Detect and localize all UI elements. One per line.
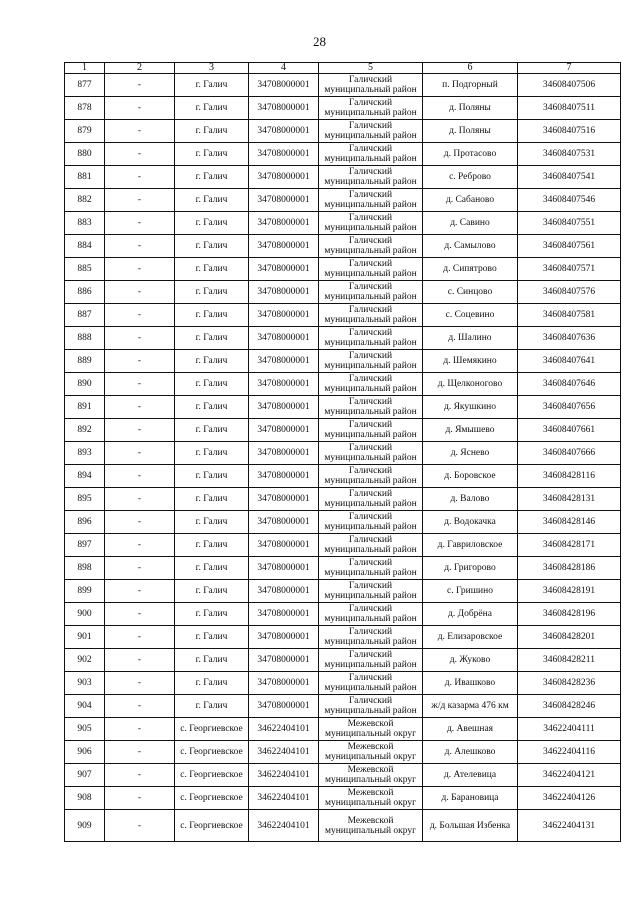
column-2-cell: - bbox=[105, 810, 175, 842]
settlement-code-cell: 34708000001 bbox=[249, 258, 319, 281]
row-number-cell: 904 bbox=[65, 695, 105, 718]
settlement-cell: г. Галич bbox=[175, 166, 249, 189]
locality-code-cell: 34608428116 bbox=[518, 465, 621, 488]
locality-cell: д. Якушкино bbox=[423, 396, 518, 419]
locality-code-cell: 34608407541 bbox=[518, 166, 621, 189]
municipality-cell: Галичский муниципальный район bbox=[319, 557, 423, 580]
column-2-cell: - bbox=[105, 672, 175, 695]
locality-cell: д. Валово bbox=[423, 488, 518, 511]
municipality-cell: Галичский муниципальный район bbox=[319, 626, 423, 649]
column-2-cell: - bbox=[105, 741, 175, 764]
column-2-cell: - bbox=[105, 488, 175, 511]
column-2-cell: - bbox=[105, 534, 175, 557]
locality-code-cell: 34608407666 bbox=[518, 442, 621, 465]
settlement-cell: г. Галич bbox=[175, 603, 249, 626]
row-number-cell: 880 bbox=[65, 143, 105, 166]
table-row bbox=[65, 695, 621, 718]
municipality-cell: Галичский муниципальный район bbox=[319, 189, 423, 212]
row-number-cell: 898 bbox=[65, 557, 105, 580]
municipality-cell: Галичский муниципальный район bbox=[319, 350, 423, 373]
locality-cell: д. Добрёна bbox=[423, 603, 518, 626]
locality-code-cell: 34608428171 bbox=[518, 534, 621, 557]
locality-code-cell: 34608407656 bbox=[518, 396, 621, 419]
table-row bbox=[65, 580, 621, 603]
locality-cell: д. Щелконогово bbox=[423, 373, 518, 396]
settlement-cell: г. Галич bbox=[175, 281, 249, 304]
locality-cell: д. Барановица bbox=[423, 787, 518, 810]
registry-table bbox=[64, 62, 621, 842]
row-number-cell: 896 bbox=[65, 511, 105, 534]
settlement-cell: г. Галич bbox=[175, 626, 249, 649]
column-2-cell: - bbox=[105, 718, 175, 741]
settlement-cell: г. Галич bbox=[175, 74, 249, 97]
locality-code-cell: 34608407506 bbox=[518, 74, 621, 97]
settlement-code-cell: 34622404101 bbox=[249, 764, 319, 787]
column-header: 1 bbox=[65, 63, 105, 74]
table-row bbox=[65, 304, 621, 327]
municipality-cell: Галичский муниципальный район bbox=[319, 74, 423, 97]
row-number-cell: 892 bbox=[65, 419, 105, 442]
column-2-cell: - bbox=[105, 258, 175, 281]
column-header: 2 bbox=[105, 63, 175, 74]
locality-cell: д. Шалино bbox=[423, 327, 518, 350]
settlement-code-cell: 34622404101 bbox=[249, 787, 319, 810]
locality-code-cell: 34622404126 bbox=[518, 787, 621, 810]
settlement-cell: г. Галич bbox=[175, 442, 249, 465]
municipality-cell: Галичский муниципальный район bbox=[319, 580, 423, 603]
locality-cell: д. Ателевица bbox=[423, 764, 518, 787]
settlement-cell: г. Галич bbox=[175, 672, 249, 695]
settlement-code-cell: 34708000001 bbox=[249, 488, 319, 511]
table-row bbox=[65, 189, 621, 212]
column-2-cell: - bbox=[105, 97, 175, 120]
locality-code-cell: 34608428201 bbox=[518, 626, 621, 649]
table-row bbox=[65, 373, 621, 396]
settlement-code-cell: 34708000001 bbox=[249, 465, 319, 488]
locality-code-cell: 34608428236 bbox=[518, 672, 621, 695]
column-2-cell: - bbox=[105, 212, 175, 235]
settlement-code-cell: 34708000001 bbox=[249, 189, 319, 212]
locality-cell: д. Поляны bbox=[423, 120, 518, 143]
settlement-cell: г. Галич bbox=[175, 327, 249, 350]
table-row bbox=[65, 419, 621, 442]
locality-code-cell: 34608407581 bbox=[518, 304, 621, 327]
locality-code-cell: 34608407546 bbox=[518, 189, 621, 212]
row-number-cell: 897 bbox=[65, 534, 105, 557]
municipality-cell: Галичский муниципальный район bbox=[319, 488, 423, 511]
table-row bbox=[65, 258, 621, 281]
settlement-code-cell: 34708000001 bbox=[249, 603, 319, 626]
municipality-cell: Галичский муниципальный район bbox=[319, 373, 423, 396]
municipality-cell: Галичский муниципальный район bbox=[319, 143, 423, 166]
locality-code-cell: 34608407551 bbox=[518, 212, 621, 235]
municipality-cell: Галичский муниципальный район bbox=[319, 212, 423, 235]
locality-code-cell: 34608428131 bbox=[518, 488, 621, 511]
column-2-cell: - bbox=[105, 580, 175, 603]
column-2-cell: - bbox=[105, 281, 175, 304]
settlement-code-cell: 34708000001 bbox=[249, 649, 319, 672]
locality-code-cell: 34622404121 bbox=[518, 764, 621, 787]
settlement-code-cell: 34708000001 bbox=[249, 235, 319, 258]
settlement-code-cell: 34708000001 bbox=[249, 97, 319, 120]
settlement-cell: с. Георгиевское bbox=[175, 810, 249, 842]
table-row bbox=[65, 350, 621, 373]
locality-cell: д. Самылово bbox=[423, 235, 518, 258]
table-row bbox=[65, 143, 621, 166]
table-row bbox=[65, 488, 621, 511]
settlement-code-cell: 34708000001 bbox=[249, 511, 319, 534]
settlement-code-cell: 34708000001 bbox=[249, 580, 319, 603]
locality-code-cell: 34608428191 bbox=[518, 580, 621, 603]
settlement-cell: г. Галич bbox=[175, 350, 249, 373]
municipality-cell: Галичский муниципальный район bbox=[319, 649, 423, 672]
row-number-cell: 891 bbox=[65, 396, 105, 419]
locality-cell: д. Шемякино bbox=[423, 350, 518, 373]
column-2-cell: - bbox=[105, 787, 175, 810]
column-2-cell: - bbox=[105, 74, 175, 97]
column-header: 6 bbox=[423, 63, 518, 74]
locality-cell: д. Сабаново bbox=[423, 189, 518, 212]
municipality-cell: Галичский муниципальный район bbox=[319, 419, 423, 442]
locality-code-cell: 34608407561 bbox=[518, 235, 621, 258]
column-header: 7 bbox=[518, 63, 621, 74]
settlement-code-cell: 34708000001 bbox=[249, 396, 319, 419]
row-number-cell: 902 bbox=[65, 649, 105, 672]
column-2-cell: - bbox=[105, 442, 175, 465]
row-number-cell: 889 bbox=[65, 350, 105, 373]
locality-cell: д. Гавриловское bbox=[423, 534, 518, 557]
settlement-cell: г. Галич bbox=[175, 143, 249, 166]
settlement-cell: г. Галич bbox=[175, 373, 249, 396]
locality-code-cell: 34608407531 bbox=[518, 143, 621, 166]
locality-code-cell: 34622404111 bbox=[518, 718, 621, 741]
municipality-cell: Галичский муниципальный район bbox=[319, 97, 423, 120]
row-number-cell: 899 bbox=[65, 580, 105, 603]
table-row bbox=[65, 603, 621, 626]
locality-cell: д. Поляны bbox=[423, 97, 518, 120]
settlement-cell: г. Галич bbox=[175, 258, 249, 281]
settlement-cell: г. Галич bbox=[175, 120, 249, 143]
locality-code-cell: 34608407646 bbox=[518, 373, 621, 396]
settlement-code-cell: 34708000001 bbox=[249, 304, 319, 327]
row-number-cell: 903 bbox=[65, 672, 105, 695]
settlement-code-cell: 34622404101 bbox=[249, 718, 319, 741]
row-number-cell: 894 bbox=[65, 465, 105, 488]
table-row bbox=[65, 626, 621, 649]
locality-cell: с. Синцово bbox=[423, 281, 518, 304]
row-number-cell: 881 bbox=[65, 166, 105, 189]
municipality-cell: Галичский муниципальный район bbox=[319, 695, 423, 718]
locality-code-cell: 34608428196 bbox=[518, 603, 621, 626]
settlement-cell: г. Галич bbox=[175, 580, 249, 603]
locality-cell: д. Елизаровское bbox=[423, 626, 518, 649]
column-2-cell: - bbox=[105, 396, 175, 419]
settlement-code-cell: 34622404101 bbox=[249, 810, 319, 842]
settlement-code-cell: 34708000001 bbox=[249, 74, 319, 97]
municipality-cell: Галичский муниципальный район bbox=[319, 166, 423, 189]
settlement-cell: г. Галич bbox=[175, 465, 249, 488]
locality-code-cell: 34608407516 bbox=[518, 120, 621, 143]
table-row bbox=[65, 649, 621, 672]
table-row bbox=[65, 74, 621, 97]
row-number-cell: 888 bbox=[65, 327, 105, 350]
table-row bbox=[65, 718, 621, 741]
settlement-cell: г. Галич bbox=[175, 695, 249, 718]
table-row bbox=[65, 465, 621, 488]
column-2-cell: - bbox=[105, 603, 175, 626]
column-2-cell: - bbox=[105, 419, 175, 442]
locality-code-cell: 34608407576 bbox=[518, 281, 621, 304]
locality-code-cell: 34608407641 bbox=[518, 350, 621, 373]
column-2-cell: - bbox=[105, 304, 175, 327]
locality-cell: д. Жуково bbox=[423, 649, 518, 672]
municipality-cell: Галичский муниципальный район bbox=[319, 258, 423, 281]
locality-cell: д. Алешково bbox=[423, 741, 518, 764]
row-number-cell: 901 bbox=[65, 626, 105, 649]
column-2-cell: - bbox=[105, 120, 175, 143]
settlement-code-cell: 34708000001 bbox=[249, 212, 319, 235]
row-number-cell: 905 bbox=[65, 718, 105, 741]
locality-cell: д. Авешная bbox=[423, 718, 518, 741]
column-2-cell: - bbox=[105, 695, 175, 718]
row-number-cell: 907 bbox=[65, 764, 105, 787]
row-number-cell: 885 bbox=[65, 258, 105, 281]
column-header: 4 bbox=[249, 63, 319, 74]
column-2-cell: - bbox=[105, 557, 175, 580]
locality-code-cell: 34608428246 bbox=[518, 695, 621, 718]
settlement-cell: г. Галич bbox=[175, 97, 249, 120]
table-row bbox=[65, 511, 621, 534]
row-number-cell: 900 bbox=[65, 603, 105, 626]
column-2-cell: - bbox=[105, 649, 175, 672]
table-row bbox=[65, 120, 621, 143]
settlement-code-cell: 34708000001 bbox=[249, 143, 319, 166]
locality-cell: д. Водокачка bbox=[423, 511, 518, 534]
column-2-cell: - bbox=[105, 511, 175, 534]
locality-cell: д. Ивашково bbox=[423, 672, 518, 695]
municipality-cell: Галичский муниципальный район bbox=[319, 304, 423, 327]
row-number-cell: 893 bbox=[65, 442, 105, 465]
column-2-cell: - bbox=[105, 350, 175, 373]
table-row bbox=[65, 327, 621, 350]
locality-code-cell: 34608407571 bbox=[518, 258, 621, 281]
municipality-cell: Галичский муниципальный район bbox=[319, 235, 423, 258]
settlement-cell: г. Галич bbox=[175, 534, 249, 557]
settlement-code-cell: 34708000001 bbox=[249, 373, 319, 396]
page-number: 28 bbox=[313, 34, 326, 49]
row-number-cell: 890 bbox=[65, 373, 105, 396]
column-2-cell: - bbox=[105, 166, 175, 189]
settlement-code-cell: 34708000001 bbox=[249, 281, 319, 304]
locality-cell: с. Гришино bbox=[423, 580, 518, 603]
municipality-cell: Галичский муниципальный район bbox=[319, 603, 423, 626]
row-number-cell: 908 bbox=[65, 787, 105, 810]
locality-cell: д. Григорово bbox=[423, 557, 518, 580]
column-2-cell: - bbox=[105, 465, 175, 488]
table-row bbox=[65, 235, 621, 258]
locality-cell: д. Ямышево bbox=[423, 419, 518, 442]
table-row bbox=[65, 764, 621, 787]
locality-code-cell: 34608428186 bbox=[518, 557, 621, 580]
settlement-cell: с. Георгиевское bbox=[175, 741, 249, 764]
table-row bbox=[65, 557, 621, 580]
table-row bbox=[65, 672, 621, 695]
settlement-cell: г. Галич bbox=[175, 488, 249, 511]
locality-code-cell: 34608407511 bbox=[518, 97, 621, 120]
locality-cell: с. Соцевино bbox=[423, 304, 518, 327]
table-row bbox=[65, 97, 621, 120]
locality-code-cell: 34608407661 bbox=[518, 419, 621, 442]
table-body bbox=[65, 74, 621, 842]
locality-cell: с. Реброво bbox=[423, 166, 518, 189]
settlement-cell: г. Галич bbox=[175, 419, 249, 442]
municipality-cell: Галичский муниципальный район bbox=[319, 465, 423, 488]
settlement-code-cell: 34708000001 bbox=[249, 695, 319, 718]
column-2-cell: - bbox=[105, 143, 175, 166]
column-2-cell: - bbox=[105, 626, 175, 649]
settlement-code-cell: 34708000001 bbox=[249, 166, 319, 189]
municipality-cell: Галичский муниципальный район bbox=[319, 534, 423, 557]
municipality-cell: Галичский муниципальный район bbox=[319, 120, 423, 143]
locality-cell: д. Савино bbox=[423, 212, 518, 235]
municipality-cell: Межевской муниципальный округ bbox=[319, 787, 423, 810]
column-2-cell: - bbox=[105, 235, 175, 258]
row-number-cell: 887 bbox=[65, 304, 105, 327]
settlement-code-cell: 34708000001 bbox=[249, 120, 319, 143]
locality-code-cell: 34608407636 bbox=[518, 327, 621, 350]
table-row bbox=[65, 741, 621, 764]
locality-code-cell: 34622404116 bbox=[518, 741, 621, 764]
settlement-code-cell: 34708000001 bbox=[249, 327, 319, 350]
table-row bbox=[65, 212, 621, 235]
table-row bbox=[65, 281, 621, 304]
settlement-code-cell: 34708000001 bbox=[249, 626, 319, 649]
row-number-cell: 882 bbox=[65, 189, 105, 212]
column-header: 3 bbox=[175, 63, 249, 74]
row-number-cell: 909 bbox=[65, 810, 105, 842]
settlement-cell: г. Галич bbox=[175, 511, 249, 534]
locality-cell: д. Боровское bbox=[423, 465, 518, 488]
table-row bbox=[65, 442, 621, 465]
locality-code-cell: 34608428211 bbox=[518, 649, 621, 672]
locality-cell: д. Протасово bbox=[423, 143, 518, 166]
row-number-cell: 878 bbox=[65, 97, 105, 120]
table-row bbox=[65, 396, 621, 419]
municipality-cell: Галичский муниципальный район bbox=[319, 281, 423, 304]
settlement-cell: г. Галич bbox=[175, 189, 249, 212]
settlement-cell: г. Галич bbox=[175, 557, 249, 580]
municipality-cell: Галичский муниципальный район bbox=[319, 511, 423, 534]
row-number-cell: 886 bbox=[65, 281, 105, 304]
settlement-code-cell: 34708000001 bbox=[249, 419, 319, 442]
column-2-cell: - bbox=[105, 189, 175, 212]
settlement-cell: г. Галич bbox=[175, 649, 249, 672]
settlement-cell: г. Галич bbox=[175, 304, 249, 327]
row-number-cell: 884 bbox=[65, 235, 105, 258]
municipality-cell: Галичский муниципальный район bbox=[319, 327, 423, 350]
settlement-cell: с. Георгиевское bbox=[175, 718, 249, 741]
row-number-cell: 883 bbox=[65, 212, 105, 235]
column-2-cell: - bbox=[105, 327, 175, 350]
row-number-cell: 877 bbox=[65, 74, 105, 97]
settlement-cell: г. Галич bbox=[175, 235, 249, 258]
settlement-code-cell: 34708000001 bbox=[249, 557, 319, 580]
settlement-code-cell: 34708000001 bbox=[249, 350, 319, 373]
municipality-cell: Межевской муниципальный округ bbox=[319, 810, 423, 842]
row-number-cell: 895 bbox=[65, 488, 105, 511]
row-number-cell: 879 bbox=[65, 120, 105, 143]
settlement-cell: с. Георгиевское bbox=[175, 764, 249, 787]
settlement-code-cell: 34708000001 bbox=[249, 672, 319, 695]
locality-cell: д. Сипятрово bbox=[423, 258, 518, 281]
municipality-cell: Межевской муниципальный округ bbox=[319, 718, 423, 741]
locality-cell: д. Яснево bbox=[423, 442, 518, 465]
table-row bbox=[65, 810, 621, 842]
column-header: 5 bbox=[319, 63, 423, 74]
table-header-row bbox=[65, 63, 621, 74]
municipality-cell: Галичский муниципальный район bbox=[319, 442, 423, 465]
table-row bbox=[65, 166, 621, 189]
locality-cell: д. Большая Избенка bbox=[423, 810, 518, 842]
locality-cell: п. Подгорный bbox=[423, 74, 518, 97]
settlement-code-cell: 34708000001 bbox=[249, 442, 319, 465]
row-number-cell: 906 bbox=[65, 741, 105, 764]
column-2-cell: - bbox=[105, 373, 175, 396]
municipality-cell: Галичский муниципальный район bbox=[319, 396, 423, 419]
table-row bbox=[65, 787, 621, 810]
settlement-cell: г. Галич bbox=[175, 396, 249, 419]
municipality-cell: Межевской муниципальный округ bbox=[319, 741, 423, 764]
locality-code-cell: 34608428146 bbox=[518, 511, 621, 534]
locality-cell: ж/д казарма 476 км bbox=[423, 695, 518, 718]
municipality-cell: Галичский муниципальный район bbox=[319, 672, 423, 695]
table-row bbox=[65, 534, 621, 557]
municipality-cell: Межевской муниципальный округ bbox=[319, 764, 423, 787]
column-2-cell: - bbox=[105, 764, 175, 787]
settlement-code-cell: 34622404101 bbox=[249, 741, 319, 764]
settlement-cell: г. Галич bbox=[175, 212, 249, 235]
locality-code-cell: 34622404131 bbox=[518, 810, 621, 842]
settlement-code-cell: 34708000001 bbox=[249, 534, 319, 557]
settlement-cell: с. Георгиевское bbox=[175, 787, 249, 810]
